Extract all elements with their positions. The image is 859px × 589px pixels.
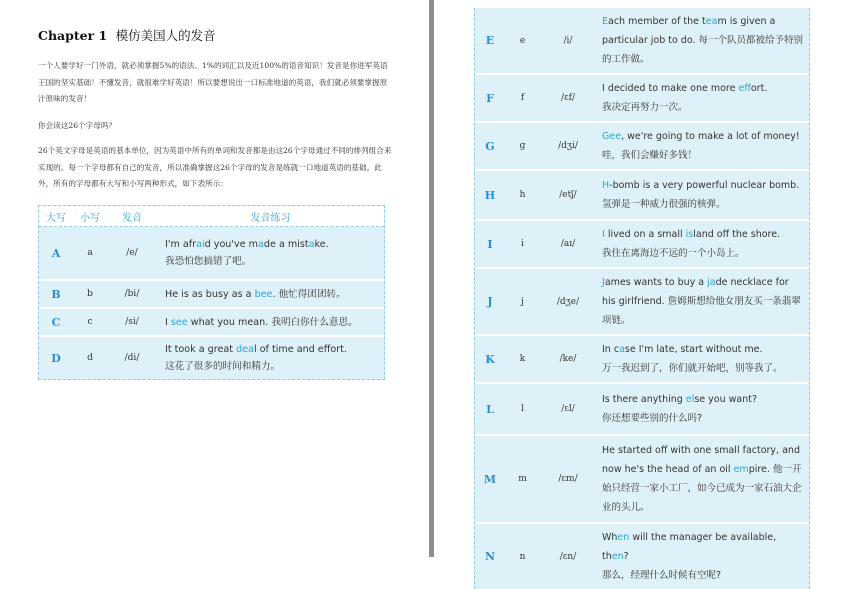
chapter-title: 模仿美国人的发音 <box>115 28 216 43</box>
question-paragraph: 你会读这26个字母吗？ <box>38 121 117 130</box>
sentence-text: d you've m <box>204 239 259 250</box>
chinese-translation: 詹姆斯想给他女朋友买一条翡翠项链。 <box>602 296 801 326</box>
chinese-translation: 那么，经理什么时候有空呢? <box>602 570 722 581</box>
lowercase-letter: d <box>87 353 93 363</box>
lowercase-letter: e <box>519 35 526 46</box>
table-row <box>475 436 809 524</box>
chinese-translation: 我明白你什么意思。 <box>271 316 358 328</box>
sentence-text: Wh <box>602 532 618 543</box>
highlighted-sound: en <box>617 532 630 543</box>
example-sentence <box>157 282 384 307</box>
sentence-text: In c <box>602 344 620 355</box>
highlighted-sound: eff <box>738 83 751 94</box>
highlighted-sound: en <box>611 551 624 562</box>
highlighted-sound: ja <box>707 277 716 288</box>
highlighted-sound: a <box>258 239 264 250</box>
highlighted-sound: is <box>685 229 694 240</box>
uppercase-letter: M <box>483 472 497 486</box>
lowercase-letter: a <box>87 248 93 258</box>
example-sentence <box>596 8 809 73</box>
uppercase-letter: F <box>486 91 494 105</box>
table-row <box>475 75 809 123</box>
english-sentence <box>602 445 800 475</box>
phonetic-symbol: /bi/ <box>124 289 140 299</box>
example-sentence <box>596 75 809 121</box>
sentence-text: , we're going to make a lot of money! <box>621 131 800 142</box>
example-sentence <box>596 221 809 267</box>
chapter-label: Chapter 1 <box>38 28 108 43</box>
intro-paragraph: 一个人要学好一门外语，就必须掌握5%的语法、1%的词汇以及近100%的语音知识！发音是你进军英语王国的坚实基础！不懂发音，就很难学好英语！所以要想说出一口标准地道的英语，我们就必须要掌握原汁原味的发音！ <box>38 61 388 103</box>
highlighted-sound: ea <box>705 16 718 27</box>
sentence-text: m is given a particular job to do. <box>602 16 776 46</box>
uppercase-letter: K <box>485 352 495 366</box>
chinese-translation: 我恐怕您搞错了吧。 <box>165 256 252 267</box>
phonetic-symbol: /i/ <box>563 35 573 46</box>
english-sentence <box>602 394 757 405</box>
alphabet-table-right <box>474 8 810 589</box>
phonetic-symbol: /e/ <box>126 248 138 258</box>
highlighted-sound: E <box>602 16 609 27</box>
uppercase-letter: D <box>51 351 61 365</box>
chinese-translation: 这花了很多的时间和精力。 <box>165 361 281 372</box>
sentence-text: -bomb is a very powerful nuclear bomb. <box>609 180 800 191</box>
left-page <box>0 0 429 589</box>
table-row <box>39 309 384 337</box>
highlighted-sound: a <box>619 344 625 355</box>
english-sentence <box>165 239 329 250</box>
chinese-translation: 哇，我们会赚好多钱！ <box>602 150 698 161</box>
sentence-text: I'm afr <box>165 239 197 250</box>
phonetic-symbol: /ɛn/ <box>559 551 577 562</box>
alphabet-paragraph: 26个英文字母是英语的基本单位，因为英语中所有的单词和发音都是由这26个字母通过不同的排列组合来实现的。每一个字母都有自己的发音，所以准确掌握这26个字母的发音是练就一口地道英语的基础。此外，所有的字母都有大写和小写两种形式，如下表所示： <box>38 146 392 188</box>
english-sentence <box>165 344 347 355</box>
table-row <box>39 281 384 309</box>
english-sentence <box>165 317 268 328</box>
sentence-text: de necklace for his girlfriend. <box>602 277 789 307</box>
phonetic-symbol: /aɪ/ <box>560 239 576 249</box>
header-practice: 发音练习 <box>250 212 291 224</box>
lowercase-letter: j <box>521 296 524 307</box>
table-row <box>475 221 809 269</box>
sentence-text: . <box>272 288 276 300</box>
sentence-text: se I'm late, start without me. <box>624 344 763 355</box>
phonetic-symbol: /di/ <box>124 353 140 363</box>
uppercase-letter: I <box>487 237 493 251</box>
sentence-text: He is as busy as a <box>165 288 255 300</box>
sentence-text: what you mean. <box>187 316 269 328</box>
example-sentence <box>596 386 809 432</box>
highlighted-sound: el <box>685 394 695 405</box>
english-sentence <box>602 344 762 355</box>
english-sentence <box>602 229 780 240</box>
sentence-text: de a mist <box>263 239 309 250</box>
sentence-text: lived on a small <box>604 229 686 240</box>
lowercase-letter: g <box>519 141 526 151</box>
sentence-text: pire. <box>748 464 770 475</box>
header-lowercase: 小写 <box>80 212 100 224</box>
sentence-text: will the manager be available, th <box>602 532 777 562</box>
sentence-text: ach member of the t <box>608 16 706 27</box>
chapter-heading <box>38 26 216 44</box>
lowercase-letter: m <box>518 474 527 484</box>
uppercase-letter: H <box>484 188 496 202</box>
phonetic-symbol: /dʒi/ <box>558 141 578 151</box>
phonetic-symbol: /ɛf/ <box>560 93 576 103</box>
example-sentence <box>596 123 809 169</box>
table-row <box>475 384 809 436</box>
lowercase-letter: b <box>87 289 93 299</box>
table-header <box>39 206 384 227</box>
highlighted-sound: I <box>602 229 605 240</box>
uppercase-letter: C <box>51 315 61 329</box>
table-row <box>475 8 809 75</box>
phonetic-symbol: /ɛl/ <box>561 404 575 414</box>
sentence-text: I <box>165 316 171 328</box>
chinese-translation: 我决定再努力一次。 <box>602 102 688 113</box>
chinese-translation: 他忙得团团转。 <box>278 288 346 300</box>
uppercase-letter: A <box>51 246 61 260</box>
table-row <box>39 227 384 281</box>
lowercase-letter: f <box>520 93 525 103</box>
phonetic-symbol: /ke/ <box>559 354 577 364</box>
sentence-text: l of time and effort. <box>253 344 347 355</box>
header-uppercase: 大写 <box>46 212 66 224</box>
table-row <box>475 269 809 336</box>
chinese-translation: 氢弹是一种威力很强的核弹。 <box>602 199 726 210</box>
uppercase-letter: B <box>51 287 61 301</box>
table-row <box>39 337 384 379</box>
chinese-translation: 我住在离海边不远的一个小岛上。 <box>602 248 745 259</box>
sentence-text: land off the shore. <box>693 229 781 240</box>
english-sentence <box>602 131 800 142</box>
sentence-text: Is there anything <box>602 394 686 405</box>
lowercase-letter: h <box>519 190 526 200</box>
lowercase-letter: i <box>521 239 524 249</box>
chinese-translation: 你还想要些别的什么吗? <box>602 413 703 424</box>
uppercase-letter: E <box>485 34 495 47</box>
english-sentence <box>602 180 799 191</box>
example-sentence <box>596 437 809 521</box>
sentence-text: ke. <box>314 239 329 250</box>
uppercase-letter: G <box>485 139 495 153</box>
sentence-text: ames wants to buy a <box>604 277 708 288</box>
highlighted-sound: bee <box>254 288 273 300</box>
table-row <box>475 171 809 221</box>
example-sentence <box>596 269 809 334</box>
chinese-translation: 每一个队员都被给予特别的工作做。 <box>602 35 804 65</box>
uppercase-letter: N <box>484 550 496 563</box>
highlighted-sound: see <box>170 316 188 328</box>
header-pronunciation: 发音 <box>122 212 142 224</box>
uppercase-letter: L <box>486 402 494 416</box>
phonetic-symbol: /etʃ/ <box>559 190 577 200</box>
right-page <box>434 0 859 589</box>
example-sentence <box>157 337 384 379</box>
highlighted-sound: dea <box>236 344 254 355</box>
table-body <box>39 227 384 379</box>
sentence-text: He started off with one small factory, and now he's the head of an oil <box>602 445 800 475</box>
example-sentence <box>596 336 809 382</box>
lowercase-letter: n <box>519 551 526 562</box>
example-sentence <box>596 524 809 589</box>
example-sentence <box>596 172 809 218</box>
sentence-text: se you want? <box>694 394 758 405</box>
highlighted-sound: J <box>602 277 605 288</box>
example-sentence <box>157 232 384 274</box>
chinese-translation: 万一我迟到了，你们就开始吧，别等我了。 <box>602 363 783 374</box>
example-sentence <box>157 310 384 335</box>
highlighted-sound: a <box>308 239 315 250</box>
table-row <box>475 123 809 171</box>
highlighted-sound: ai <box>196 239 205 250</box>
sentence-text: ort. <box>750 83 768 94</box>
highlighted-sound: Gee <box>602 131 622 142</box>
sentence-text: ? <box>623 551 629 562</box>
phonetic-symbol: /dʒe/ <box>556 296 580 307</box>
highlighted-sound: em <box>733 464 749 475</box>
sentence-text: It took a great <box>165 344 237 355</box>
english-sentence <box>165 289 276 300</box>
phonetic-symbol: /ɛm/ <box>558 474 578 484</box>
alphabet-table-left <box>38 205 385 380</box>
chinese-translation: 他一开始只经营一家小工厂，如今已成为一家石油大企业的头儿。 <box>602 464 802 513</box>
highlighted-sound: H <box>602 180 610 191</box>
table-row <box>475 336 809 384</box>
lowercase-letter: c <box>87 317 93 327</box>
english-sentence <box>602 532 776 562</box>
lowercase-letter: k <box>519 354 526 364</box>
english-sentence <box>602 83 767 94</box>
lowercase-letter: l <box>521 404 524 414</box>
table-row <box>475 524 809 589</box>
sentence-text: I decided to make one more <box>602 83 739 94</box>
phonetic-symbol: /si/ <box>125 317 139 327</box>
uppercase-letter: J <box>487 295 493 308</box>
